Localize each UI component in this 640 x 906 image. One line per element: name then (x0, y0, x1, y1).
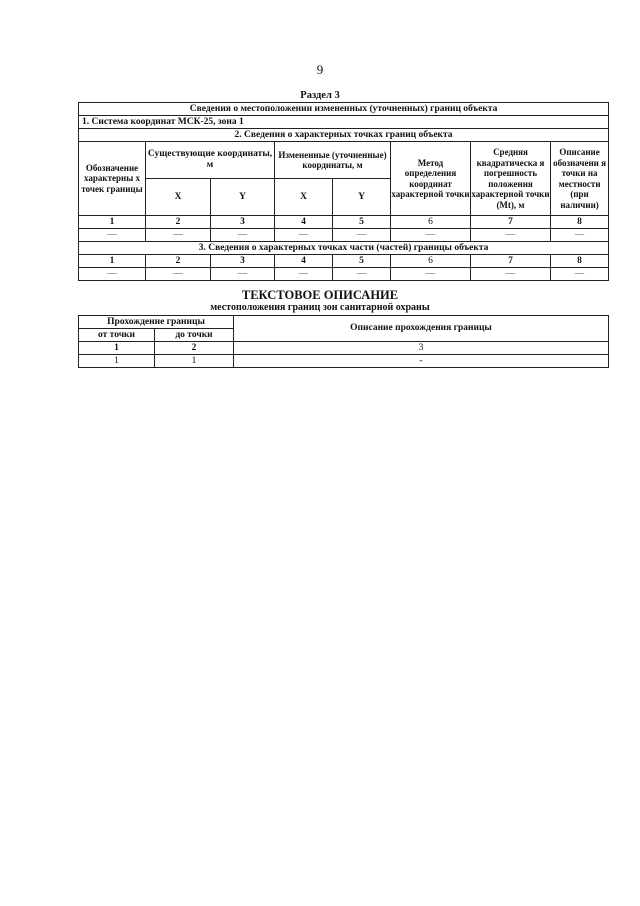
table-cell: 1 (79, 355, 155, 368)
header-description: Описание обозначени я точки на местности (при наличии) (551, 142, 609, 216)
column-number: 1 (79, 216, 146, 229)
column-numbers-row (79, 342, 609, 355)
header-designation: Обозначение характерны х точек границы (79, 142, 146, 216)
column-number: 3 (234, 342, 609, 355)
table-cell: — (391, 268, 471, 281)
text-description-title: ТЕКСТОВОЕ ОПИСАНИЕ (241, 288, 399, 302)
column-numbers-row (79, 216, 609, 229)
table-cell: — (333, 229, 391, 242)
table-cell: — (79, 229, 146, 242)
table-row (79, 229, 609, 242)
column-number: 8 (551, 216, 609, 229)
table-cell: — (275, 268, 333, 281)
page-number: 9 (316, 62, 324, 77)
header-method: Метод определения координат характерной точки (391, 142, 471, 216)
table-cell: — (211, 268, 275, 281)
table-cell: — (275, 229, 333, 242)
header-existing-y: Y (211, 179, 275, 216)
column-number: 2 (146, 216, 211, 229)
column-number: 6 (391, 255, 471, 268)
column-number: 4 (275, 255, 333, 268)
header-to-point: до точки (155, 329, 234, 342)
table-cell: 1 (155, 355, 234, 368)
header-changed-x: X (275, 179, 333, 216)
column-number: 3 (211, 216, 275, 229)
table-cell: — (146, 268, 211, 281)
column-number: 7 (471, 255, 551, 268)
table-cell: — (551, 229, 609, 242)
table-cell: — (146, 229, 211, 242)
coordinate-system: 1. Система координат МСК-25, зона 1 (79, 116, 609, 129)
column-number: 5 (333, 255, 391, 268)
column-number: 6 (391, 216, 471, 229)
column-number: 4 (275, 216, 333, 229)
column-numbers-row (79, 255, 609, 268)
boundary-points-table (78, 102, 609, 281)
table-cell: — (471, 229, 551, 242)
table-title: Сведения о местоположении измененных (уточненных) границ объекта (79, 103, 609, 116)
column-number: 2 (146, 255, 211, 268)
header-from-point: от точки (79, 329, 155, 342)
text-description-subtitle: местоположения границ зон санитарной охраны (210, 302, 430, 313)
boundary-description-table (78, 315, 609, 368)
header-changed-coords: Измененные (уточненные) координаты, м (275, 142, 391, 179)
column-number: 2 (155, 342, 234, 355)
table-cell: — (79, 268, 146, 281)
table-cell: — (391, 229, 471, 242)
section-title: Раздел 3 (300, 90, 340, 101)
column-number: 5 (333, 216, 391, 229)
column-number: 8 (551, 255, 609, 268)
table-cell: — (471, 268, 551, 281)
column-number: 7 (471, 216, 551, 229)
header-changed-y: Y (333, 179, 391, 216)
header-passage: Прохождение границы (79, 316, 234, 329)
table-cell: — (551, 268, 609, 281)
header-passage-description: Описание прохождения границы (234, 316, 609, 342)
parts-section-title: 3. Сведения о характерных точках части (частей) границы объекта (79, 242, 609, 255)
table-row (79, 268, 609, 281)
column-number: 1 (79, 342, 155, 355)
table-cell: - (234, 355, 609, 368)
header-existing-coords: Существующие координаты, м (146, 142, 275, 179)
points-section-title: 2. Сведения о характерных точках границ объекта (79, 129, 609, 142)
table-cell: — (211, 229, 275, 242)
column-number: 1 (79, 255, 146, 268)
table-row (79, 355, 609, 368)
table-cell: — (333, 268, 391, 281)
header-error: Средняя квадратическа я погрешность положения характерной точки (Mt), м (471, 142, 551, 216)
header-existing-x: X (146, 179, 211, 216)
column-number: 3 (211, 255, 275, 268)
